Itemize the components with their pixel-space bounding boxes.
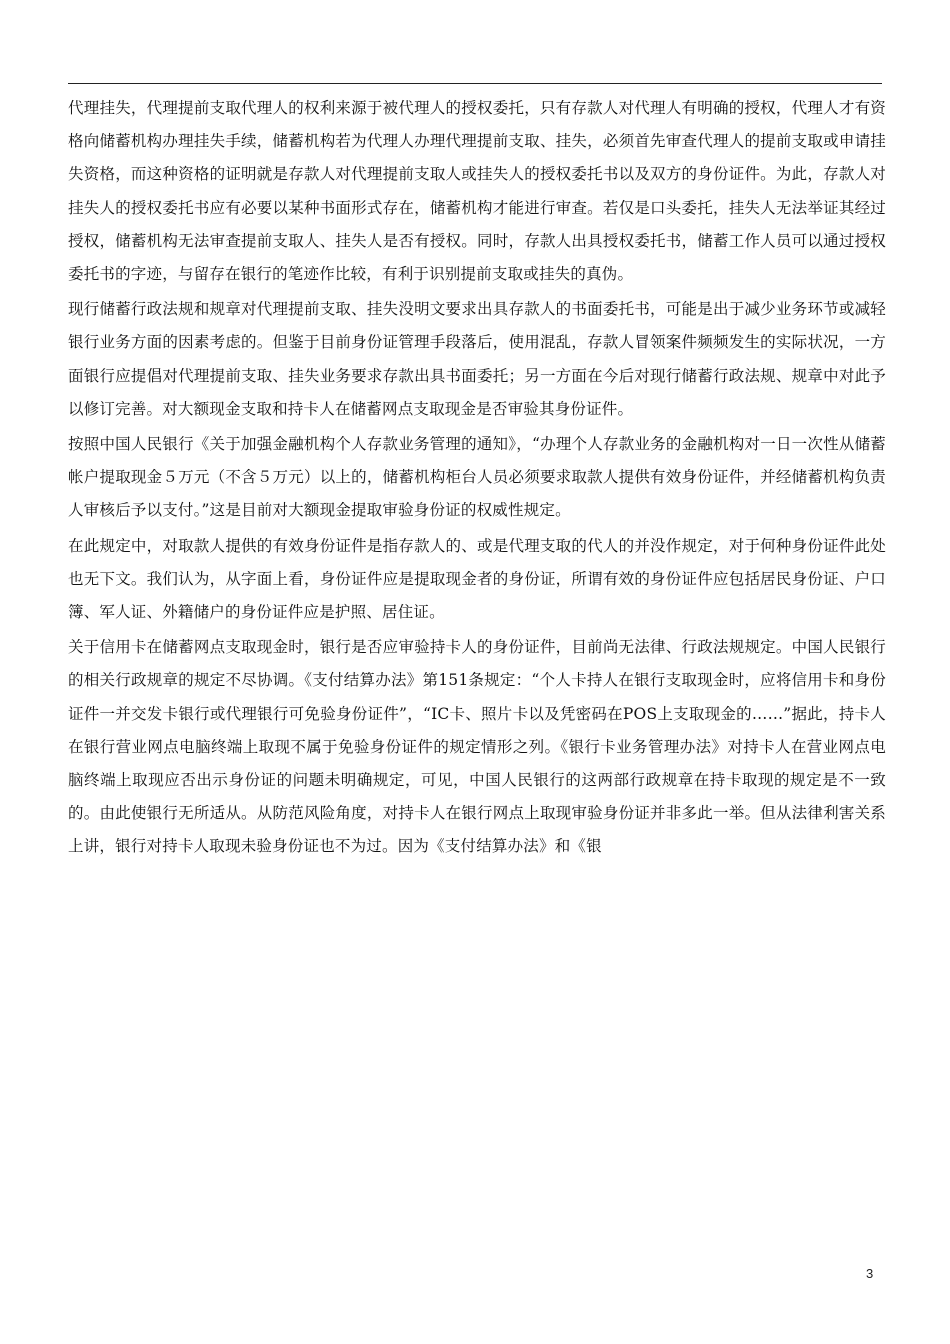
paragraph-2: 现行储蓄行政法规和规章对代理提前支取、挂失没明文要求出具存款人的书面委托书，可能是出于减少业务环节或减轻银行业务方面的因素考虑的。但鉴于目前身份证管理手段落后，使用混乱，存款人冒领案件频频发生的实际状况，一方面银行应提倡对代理提前支取、挂失业务要求存款出具书面委托；另一方面在今后对现行储蓄行政法规、规章中对此予以修订完善。对大额现金支取和持卡人在储蓄网点支取现金是否审验其身份证件。 (68, 300, 886, 418)
document-body (68, 92, 886, 864)
paragraph-5: 关于信用卡在储蓄网点支取现金时，银行是否应审验持卡人的身份证件，目前尚无法律、行政法规规定。中国人民银行的相关行政规章的规定不尽协调。《支付结算办法》第151条规定：“个人卡持人在银行支取现金时，应将信用卡和身份证件一并交发卡银行或代理银行可免验身份证件”，“IC卡、照片卡以及凭密码在POS上支取现金的……”据此，持卡人在银行营业网点电脑终端上取现不属于免验身份证件的规定情形之列。《银行卡业务管理办法》对持卡人在营业网点电脑终端上取现应否出示身份证的问题未明确规定，可见，中国人民银行的这两部行政规章在持卡取现的规定是不一致的。由此使银行无所适从。从防范风险角度，对持卡人在银行网点上取现审验身份证并非多此一举。但从法律利害关系上讲，银行对持卡人取现未验身份证也不为过。因为《支付结算办法》和《银 (68, 638, 886, 856)
paragraph-1: 代理挂失，代理提前支取代理人的权利来源于被代理人的授权委托，只有存款人对代理人有明确的授权，代理人才有资格向储蓄机构办理挂失手续，储蓄机构若为代理人办理代理提前支取、挂失，必须首先审查代理人的提前支取或申请挂失资格，而这种资格的证明就是存款人对代理提前支取人或挂失人的授权委托书以及双方的身份证件。为此，存款人对挂失人的授权委托书应有必要以某种书面形式存在，储蓄机构才能进行审查。若仅是口头委托，挂失人无法举证其经过授权，储蓄机构无法审查提前支取人、挂失人是否有授权。同时，存款人出具授权委托书，储蓄工作人员可以通过授权委托书的字迹，与留存在银行的笔迹作比较，有利于识别提前支取或挂失的真伪。 (68, 99, 886, 284)
paragraph-4: 在此规定中，对取款人提供的有效身份证件是指存款人的、或是代理支取的代人的并没作规定，对于何种身份证件此处也无下文。我们认为，从字面上看，身份证件应是提取现金者的身份证，所谓有效的身份证件应包括居民身份证、户口簿、军人证、外籍储户的身份证件应是护照、居住证。 (68, 536, 886, 622)
page-number: 3 (866, 1266, 874, 1281)
paragraph-3: 按照中国人民银行《关于加强金融机构个人存款业务管理的通知》，“办理个人存款业务的金融机构对一日一次性从储蓄帐户提取现金５万元（不含５万元）以上的，储蓄机构柜台人员必须要求取款人提供有效身份证件，并经储蓄机构负责人审核后予以支付。”这是目前对大额现金提取审验身份证的权威性规定。 (68, 435, 886, 520)
header-rule (68, 83, 882, 84)
